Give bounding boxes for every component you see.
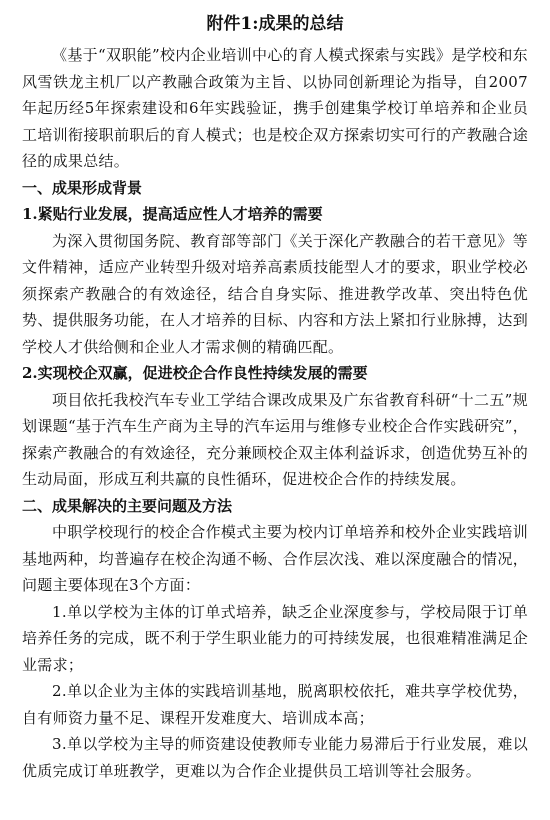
section-1-heading: 一、成果形成背景: [22, 178, 143, 197]
problem-item: 2.单以企业为主体的实践培训基地，脱离职校依托，难共享学校优势，自有师资力量不足、课程开发难度大、培训成本高；: [22, 682, 528, 727]
section-2-heading: 二、成果解决的主要问题及方法: [22, 496, 233, 515]
problem-list: [22, 599, 528, 785]
problem-item: 3.单以学校为主导的师资建设使教师专业能力易滞后于行业发展，难以优质完成订单班教学，更难以为合作企业提供员工培训等社会服务。: [22, 735, 528, 780]
problem-item: 1.单以学校为主体的订单式培养，缺乏企业深度参与，学校局限于订单培养任务的完成，既不利于学生职业能力的可持续发展，也很难精准满足企业需求；: [22, 602, 528, 674]
subsection-1-paragraph: 为深入贯彻国务院、教育部等部门《关于深化产教融合的若干意见》等文件精神，适应产业转型升级对培养高素质技能型人才的要求，职业学校必须探索产教融合的有效途径，结合自身实际、推进教学改革、突出特色优势、提供服务功能，在人才培养的目标、内容和方法上紧扣行业脉搏，达到学校人才供给侧和企业人才需求侧的精确匹配。: [22, 231, 528, 356]
subsection-2-heading: 2.实现校企双赢，促进校企合作良性持续发展的需要: [22, 364, 368, 382]
subsection-1-heading: 1.紧贴行业发展，提高适应性人才培养的需要: [22, 205, 323, 223]
document-title: 附件1:成果的总结: [206, 14, 344, 34]
intro-paragraph: 《基于“双职能”校内企业培训中心的育人模式探索与实践》是学校和东风雪铁龙主机厂以产教融合政策为主旨、以协同创新理论为指导，自2007年起历经5年探索建设和6年实践验证，携手创建集学校订单培养和企业员工培训衔接职前职后的育人模式；也是校企双方探索切实可行的产教融合途径的成果总结。: [22, 46, 528, 170]
subsection-2-paragraph: 项目依托我校汽车专业工学结合课改成果及广东省教育科研“十二五”规划课题“基于汽车生产商为主导的汽车运用与维修专业校企合作实践研究”，探索产教融合的有效途径，充分兼顾校企双主体利益诉求，创造优势互补的生动局面，形成互利共赢的良性循环，促进校企合作的持续发展。: [22, 390, 528, 488]
section-2-intro-paragraph: 中职学校现行的校企合作模式主要为校内订单培养和校外企业实践培训基地两种，均普遍存在校企沟通不畅、合作层次浅、难以深度融合的情况，问题主要体现在3个方面：: [22, 523, 528, 594]
